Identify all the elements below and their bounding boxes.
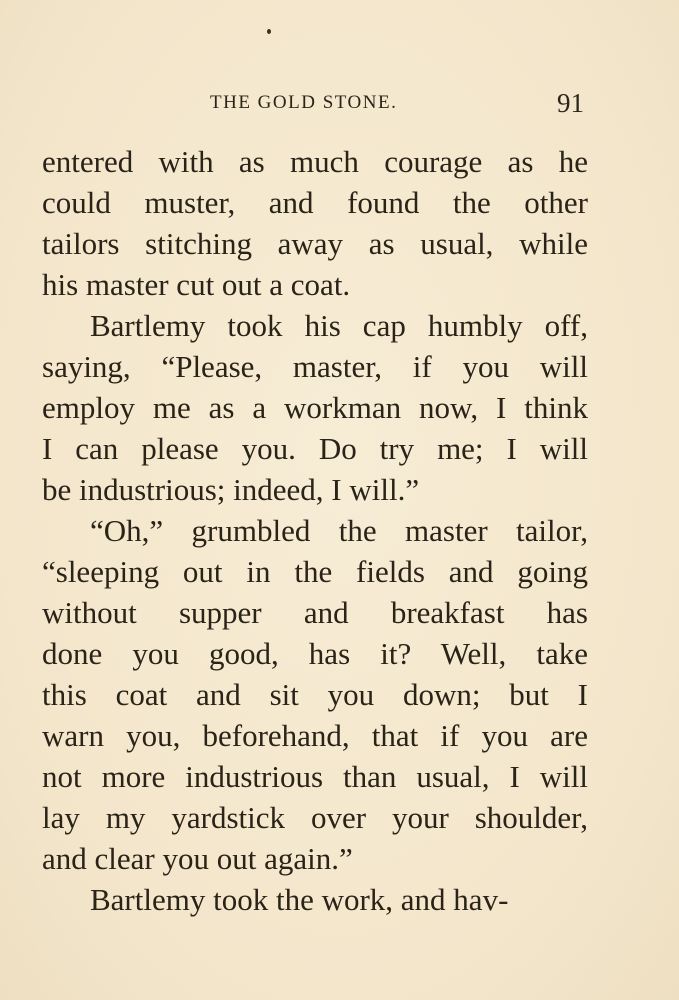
text-line: employ me as a workman now, I think [42, 390, 588, 425]
text-line: his master cut out a coat. [42, 267, 351, 302]
text-line: and clear you out again.” [42, 841, 353, 876]
text-line: Bartlemy took his cap humbly off, [90, 308, 588, 343]
body-text [42, 141, 588, 920]
text-line: I can please you. Do try me; I will [42, 431, 588, 466]
text-line: not more industrious than usual, I will [42, 759, 588, 794]
text-line: lay my yardstick over your shoulder, [42, 800, 588, 835]
text-line: Bartlemy took the work, and hav- [90, 882, 509, 917]
ink-speck [267, 29, 271, 34]
text-line: be industrious; indeed, I will.” [42, 472, 420, 507]
text-line: tailors stitching away as usual, while [42, 226, 588, 261]
text-line: entered with as much courage as he [42, 144, 588, 179]
text-line: this coat and sit you down; but I [42, 677, 588, 712]
text-line: “sleeping out in the fields and going [42, 554, 588, 589]
text-line: could muster, and found the other [42, 185, 588, 220]
text-line: saying, “Please, master, if you will [42, 349, 588, 384]
text-line: done you good, has it? Well, take [42, 636, 588, 671]
page-number: 91 [557, 88, 584, 118]
page-header [42, 88, 588, 124]
text-line: without supper and breakfast has [42, 595, 588, 630]
text-line: “Oh,” grumbled the master tailor, [90, 513, 588, 548]
running-title: THE GOLD STONE. [210, 92, 398, 113]
text-line: warn you, beforehand, that if you are [42, 718, 588, 753]
